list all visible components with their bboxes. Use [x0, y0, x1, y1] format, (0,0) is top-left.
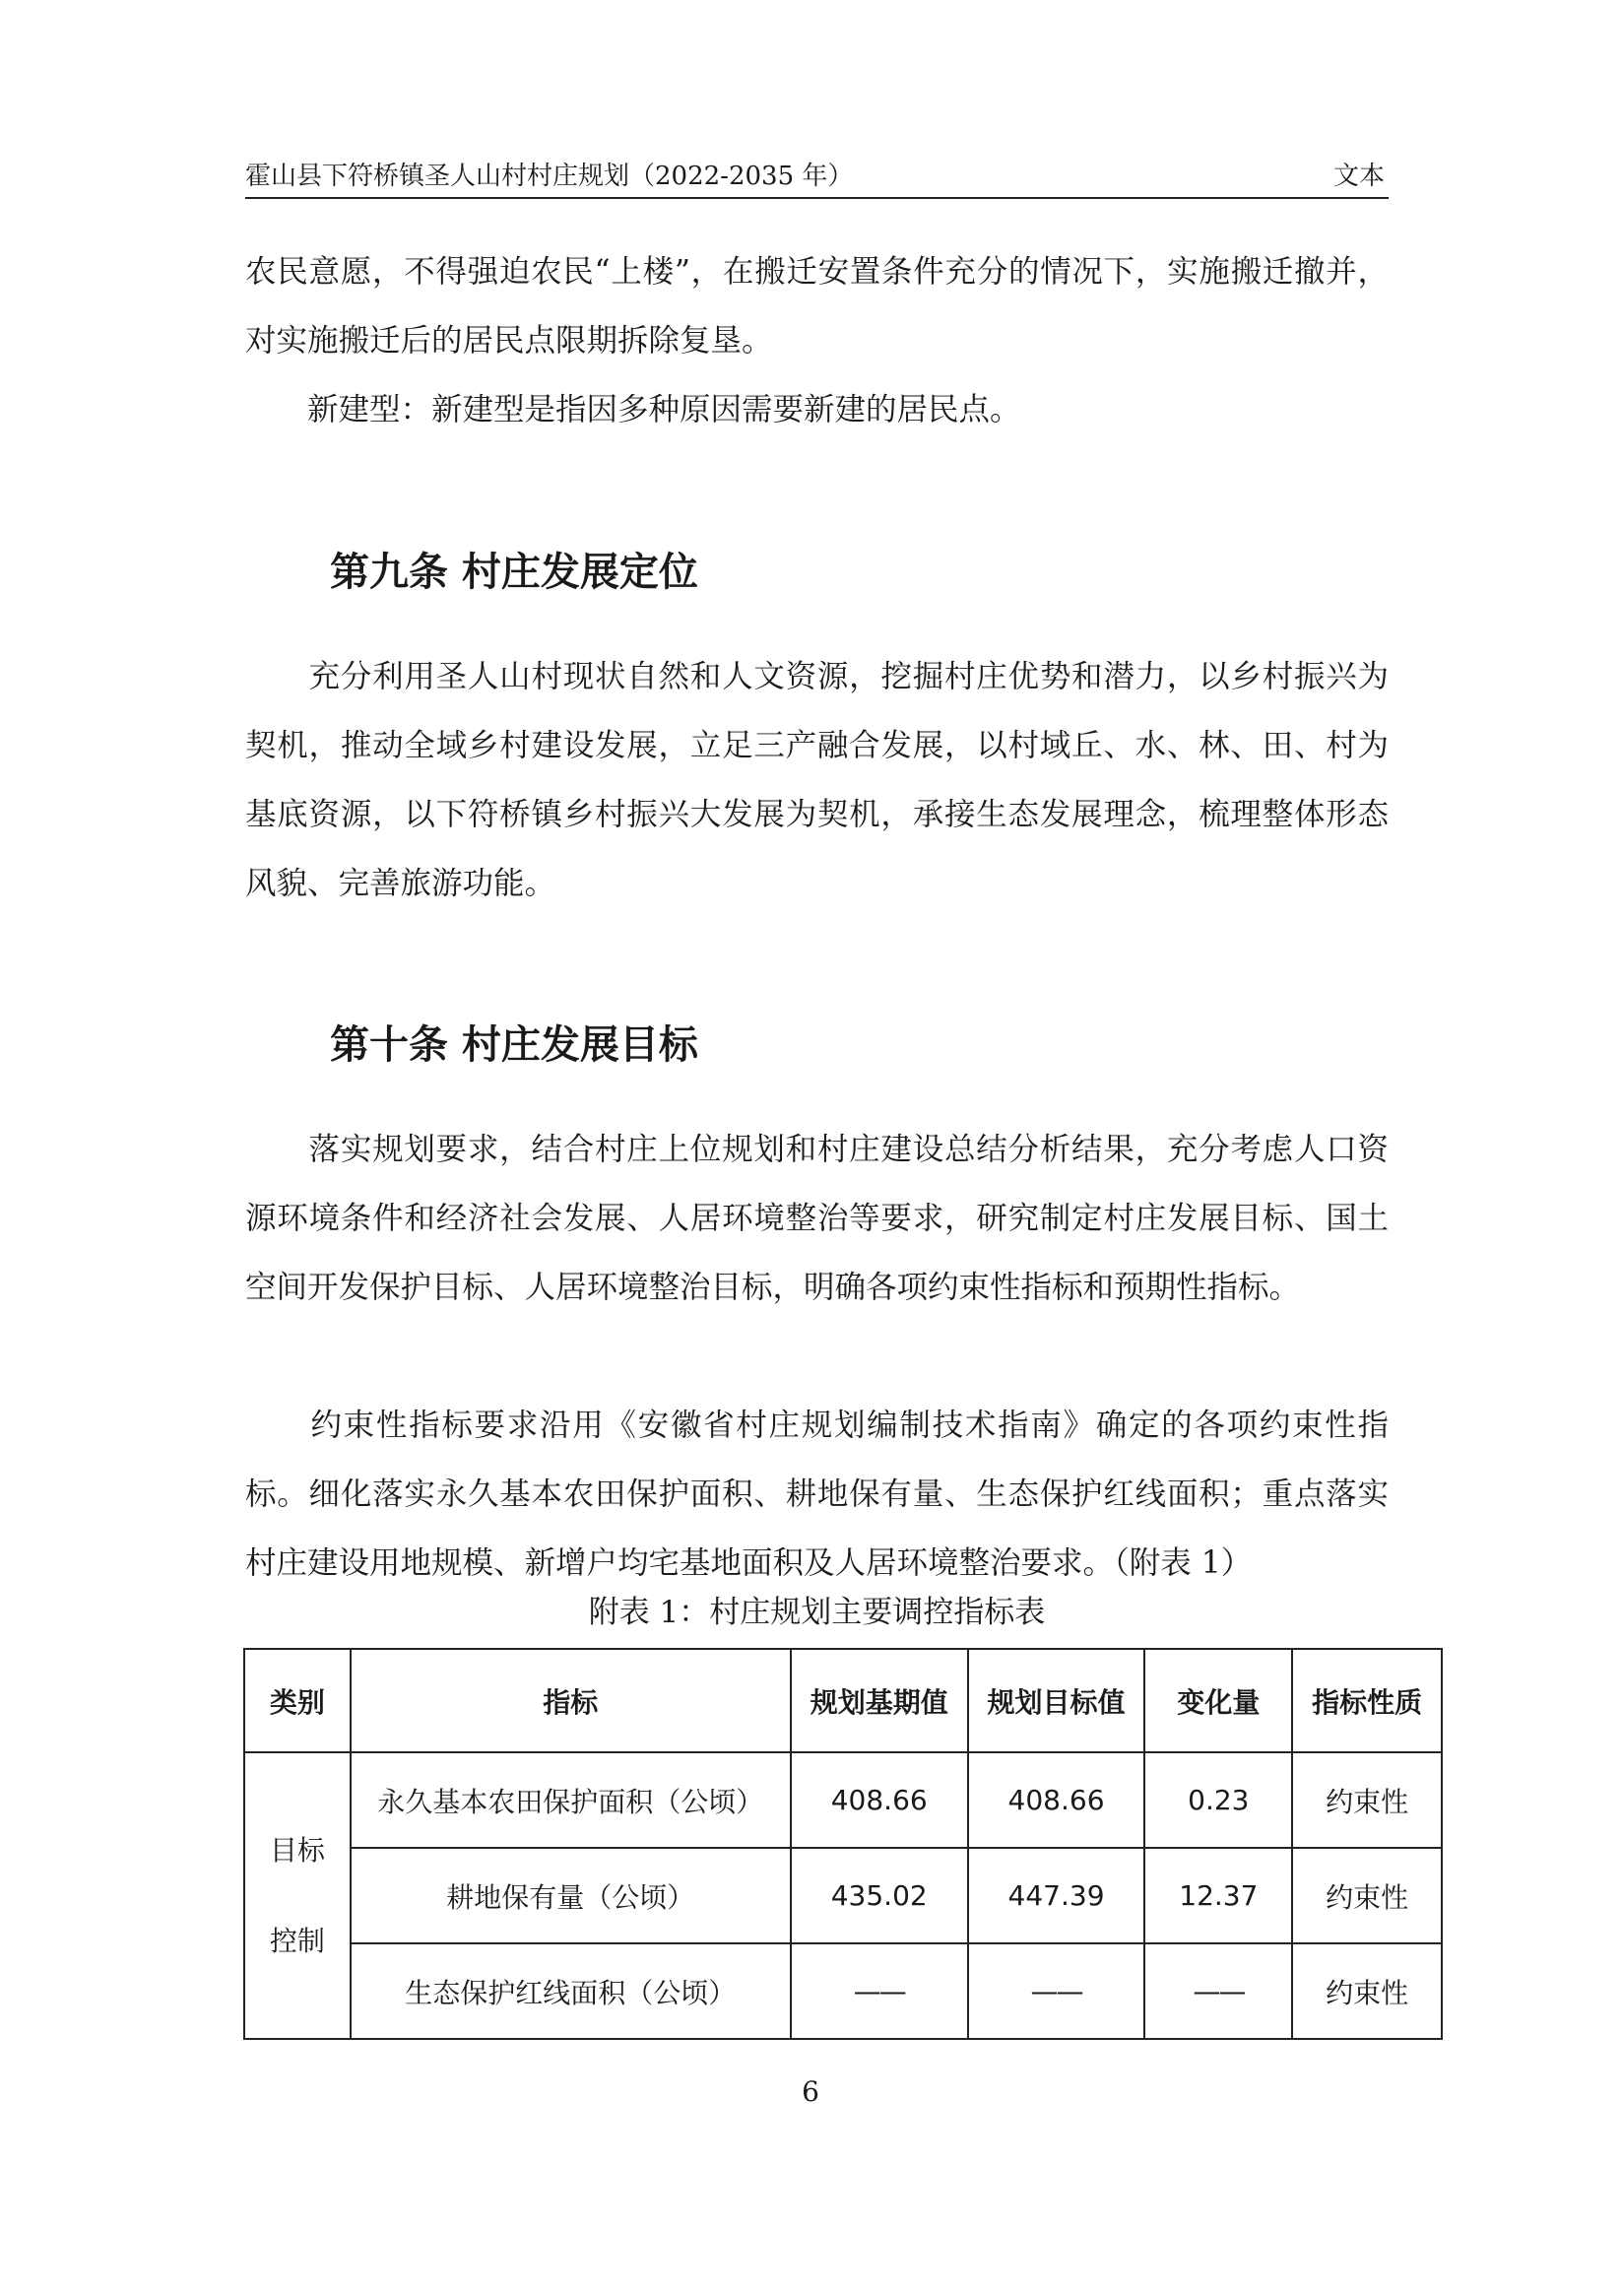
header-category: 类别	[244, 1649, 351, 1752]
page-header	[245, 158, 1389, 199]
cell-indicator: 永久基本农田保护面积（公顷）	[351, 1752, 791, 1848]
table-header-row	[244, 1649, 1442, 1752]
category-cell	[244, 1752, 351, 2039]
section-heading-10: 第十条 村庄发展目标	[330, 1022, 698, 1068]
cell-change: ——	[1144, 1943, 1292, 2039]
cell-nature: 约束性	[1292, 1752, 1442, 1848]
paragraph-binding-indicators: 约束性指标要求沿用《安徽省村庄规划编制技术指南》确定的各项约束性指标。细化落实永久基本农田保护面积、耕地保有量、生态保护红线面积；重点落实村庄建设用地规模、新增户均宅基地面积及人居环境整治要求。（附表 1）	[245, 1408, 1389, 1581]
cell-nature: 约束性	[1292, 1943, 1442, 2039]
header-target-value: 规划目标值	[968, 1649, 1145, 1752]
cell-change: 0.23	[1144, 1752, 1292, 1848]
cell-base-value: 435.02	[791, 1848, 968, 1943]
cell-target-value: 447.39	[968, 1848, 1145, 1943]
cell-base-value: ——	[791, 1943, 968, 2039]
table-caption: 附表 1：村庄规划主要调控指标表	[588, 1595, 1046, 1630]
cell-indicator: 生态保护红线面积（公顷）	[351, 1943, 791, 2039]
cell-nature: 约束性	[1292, 1848, 1442, 1943]
header-change: 变化量	[1144, 1649, 1292, 1752]
page-number: 6	[802, 2075, 819, 2108]
paragraph-positioning: 充分利用圣人山村现状自然和人文资源，挖掘村庄优势和潜力，以乡村振兴为契机，推动全域乡村建设发展，立足三产融合发展，以村域丘、水、林、田、村为基底资源，以下符桥镇乡村振兴大发展为契机，承接生态发展理念，梳理整体形态风貌、完善旅游功能。	[245, 659, 1389, 901]
paragraph-new-type: 新建型：新建型是指因多种原因需要新建的居民点。	[245, 392, 1021, 427]
table-row	[244, 1943, 1442, 2039]
table-row	[244, 1848, 1442, 1943]
cell-indicator: 耕地保有量（公顷）	[351, 1848, 791, 1943]
document-type-label: 文本	[1332, 162, 1385, 191]
cell-base-value: 408.66	[791, 1752, 968, 1848]
table-row	[244, 1752, 1442, 1848]
header-nature: 指标性质	[1292, 1649, 1442, 1752]
document-title: 霍山县下符桥镇圣人山村村庄规划（2022-2035 年）	[245, 162, 854, 191]
paragraph-goals: 落实规划要求，结合村庄上位规划和村庄建设总结分析结果，充分考虑人口资源环境条件和经济社会发展、人居环境整治等要求，研究制定村庄发展目标、国土空间开发保护目标、人居环境整治目标，明确各项约束性指标和预期性指标。	[245, 1132, 1389, 1305]
paragraph-resettlement: 农民意愿，不得强迫农民“上楼”，在搬迁安置条件充分的情况下，实施搬迁撤并，对实施搬迁后的居民点限期拆除复垦。	[245, 254, 1389, 359]
category-line-1: 目标	[269, 1833, 325, 1867]
category-line-2: 控制	[269, 1924, 325, 1957]
header-indicator: 指标	[351, 1649, 791, 1752]
header-base-value: 规划基期值	[791, 1649, 968, 1752]
cell-target-value: ——	[968, 1943, 1145, 2039]
control-indicator-table	[243, 1648, 1443, 2040]
cell-target-value: 408.66	[968, 1752, 1145, 1848]
section-heading-9: 第九条 村庄发展定位	[330, 550, 698, 595]
cell-change: 12.37	[1144, 1848, 1292, 1943]
